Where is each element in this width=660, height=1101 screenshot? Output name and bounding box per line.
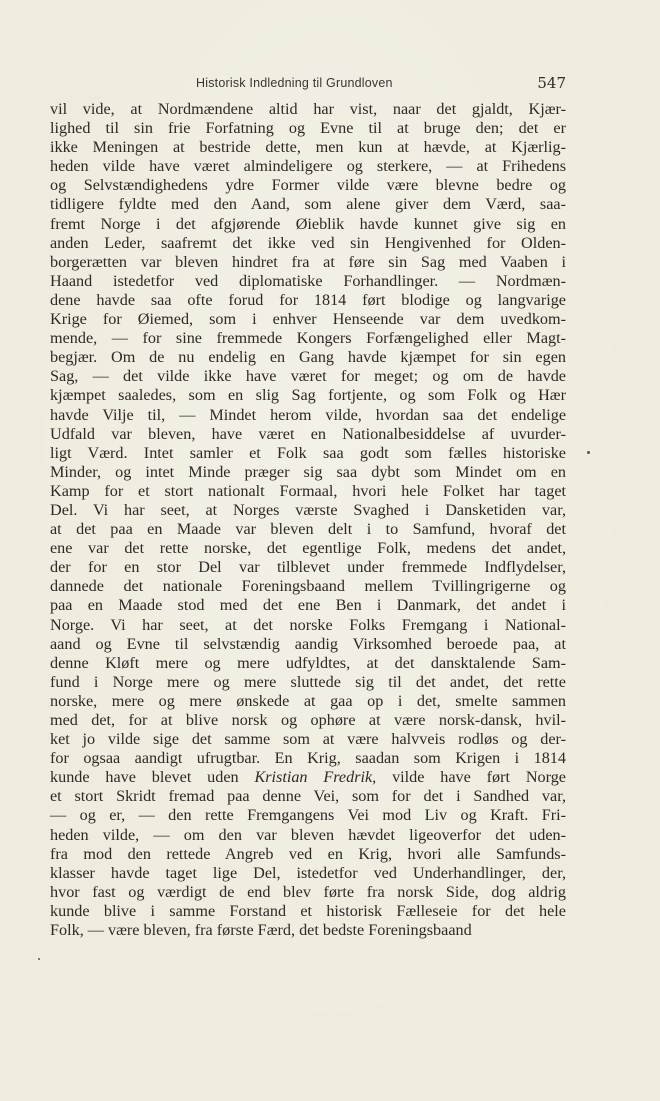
text-line: Udfald var bleven, have været en Nationalbesiddelse af uvurder- [50, 424, 566, 443]
text-line: kunde blive i samme Forstand et historisk Fælleseie for det hele [50, 901, 566, 920]
text-line: der for en stor Del var tilblevet under fremmede Indflydelser, [50, 558, 566, 577]
running-head: Historisk Indledning til Grundloven [196, 76, 393, 90]
text-line: kjæmpet saaledes, som en slig Sag fortjente, og som Folk og Hær [50, 386, 566, 405]
text-line: heden vilde, — om den var bleven hævdet ligeoverfor det uden- [50, 825, 566, 844]
text-line: Sag, — det vilde ikke have været for meget; og om de havde [50, 367, 566, 386]
text-line: fund i Norge mere og mere sluttede sig til det andet, det rette [50, 672, 566, 691]
text-line-with-name [50, 768, 566, 787]
text-line: Del. Vi har seet, at Norges værste Svaghed i Dansketiden var, [50, 500, 566, 519]
text-line: anden Leder, saafremt det ikke ved sin Hengivenhed for Olden- [50, 233, 566, 252]
page-number: 547 [537, 74, 566, 92]
text-line: Folk, — være bleven, fra første Færd, det bedste Foreningsbaand [50, 921, 472, 940]
text-line: — og er, — den rette Fremgangens Vei mod Liv og Kraft. Fri- [50, 806, 566, 825]
text-line: Kamp for et stort nationalt Formaal, hvori hele Folket har taget [50, 481, 566, 500]
text-line: havde Vilje til, — Mindet herom vilde, hvordan saa det endelige [50, 405, 566, 424]
text-line: fra mod den rettede Angreb ved en Krig, hvori alle Samfunds- [50, 844, 566, 863]
text-line: ket jo vilde sige det samme som at være halvveis rodløs og der- [50, 730, 566, 749]
body-text [50, 100, 566, 940]
text-line: heden vilde have været almindeligere og sterkere, — at Frihedens [50, 157, 566, 176]
text-line: vil vide, at Nordmændene altid har vist, naar det gjaldt, Kjær- [50, 100, 566, 118]
text-line: mende, — for sine fremmede Kongers Forfængelighed eller Magt- [50, 329, 566, 348]
text-line: klasser havde taget lige Del, istedetfor ved Underhandlinger, der, [50, 863, 566, 882]
text-line: aand og Evne til selvstændig aandig Virksomhed beroede paa, at [50, 634, 566, 653]
text-line: borgerætten var bleven hindret fra at føre sin Sag med Vaaben i [50, 252, 566, 271]
text-line: Minder, og intet Minde præger sig saa dybt som Mindet om en [50, 462, 566, 481]
text-line: fremt Norge i det afgjørende Øieblik havde kunnet give sig en [50, 214, 566, 233]
text-line: ligt Værd. Intet samler et Folk saa godt som fælles historiske [50, 443, 566, 462]
text-line: med det, for at blive norsk og ophøre at være norsk-dansk, hvil- [50, 711, 566, 729]
text-line: ikke Meningen at bestride dette, men kun at hævde, at Kjærlig- [50, 138, 566, 157]
text-line: for ogsaa aandigt ufrugtbar. En Krig, saadan som Krigen i 1814 [50, 749, 566, 768]
text-line: og Selvstændighedens ydre Former vilde være blevne bedre og [50, 176, 566, 195]
text-line: lighed til sin frie Forfatning og Evne til at bruge den; det er [50, 119, 566, 138]
text-line: at det paa en Maade var bleven delt i to Samfund, hvoraf det [50, 520, 566, 539]
text-fragment: kunde have blevet uden [50, 768, 239, 787]
text-line: Haand istedetfor ved diplomatiske Forhandlinger. — Nordmæn- [50, 271, 566, 290]
page-header [50, 74, 566, 94]
text-line: denne Kløft mere og mere udfyldtes, at det dansktalende Sam- [50, 653, 566, 672]
text-line: dene havde saa ofte forud for 1814 ført blodige og langvarige [50, 290, 566, 309]
text-line: et stort Skridt fremad paa denne Vei, som for det i Sandhed var, [50, 787, 566, 806]
text-line: paa en Maade stod med det ene Ben i Danmark, det andet i [50, 596, 566, 615]
text-line: hvor fast og værdigt de end blev førte fra norsk Side, dog aldrig [50, 882, 566, 901]
text-line: Krige for Øiemed, som i enhver Henseende var dem uvedkom- [50, 310, 566, 329]
italic-name-kristian-fredrik: Kristian Fredrik, [254, 768, 377, 787]
text-line: begjær. Om de nu endelig en Gang havde kjæmpet for sin egen [50, 348, 566, 367]
text-fragment: vilde have ført Norge [392, 768, 566, 787]
text-line: ene var det rette norske, det egentlige Folk, medens det andet, [50, 539, 566, 558]
text-line: dannede det nationale Foreningsbaand mellem Tvillingrigerne og [50, 577, 566, 596]
text-line: Norge. Vi har seet, at det norske Folks Fremgang i National- [50, 615, 566, 634]
paper-speck [38, 958, 40, 960]
text-line: norske, mere og mere ønskede at gaa op i det, smelte sammen [50, 691, 566, 710]
paper-speck [587, 451, 590, 454]
text-line: tidligere fyldte med den Aand, som alene giver dem Værd, saa- [50, 195, 566, 214]
